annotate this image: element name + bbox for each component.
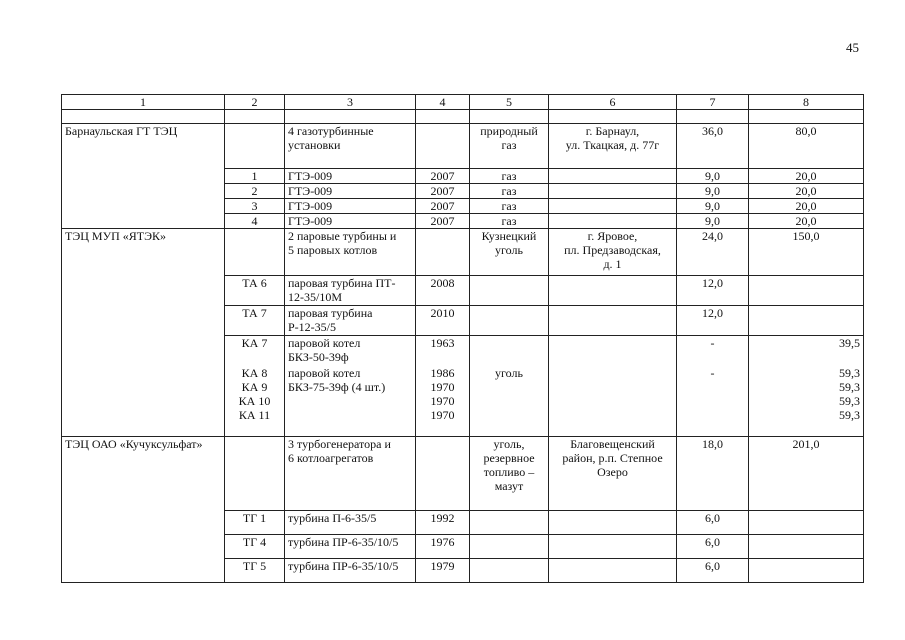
plant-address: г. Яровое, пл. Предзаводская, д. 1 [549,229,677,276]
unit-row: ТГ 5 турбина ПР-6-35/10/5 1979 6,0 [62,559,864,583]
plant-capacity-7: 24,0 [677,229,749,276]
unit-row: ТА 7 паровая турбина Р-12-35/5 2010 12,0 [62,306,864,336]
header-cell: 3 [285,95,416,110]
unit-row: ТГ 1 турбина П-6-35/5 1992 6,0 [62,511,864,535]
plant-fuel: природный газ [470,124,549,169]
plant-summary-row [62,124,864,169]
plant-fuel: уголь, резервное топливо – мазут [470,437,549,511]
unit-row: ТА 6 паровая турбина ПТ- 12-35/10М 2008 12,0 [62,276,864,306]
header-cell: 5 [470,95,549,110]
plant-capacity-7: 36,0 [677,124,749,169]
plant-address: Благовещенский район, р.п. Степное Озеро [549,437,677,511]
plant-name: ТЭЦ МУП «ЯТЭК» [62,229,225,437]
unit-row: 2 ГТЭ-009 2007 газ 9,0 20,0 [62,184,864,199]
plant-name: ТЭЦ ОАО «Кучуксульфат» [62,437,225,583]
plant-summary-row [62,437,864,511]
header-cell: 7 [677,95,749,110]
plant-capacity-8: 150,0 [749,229,864,276]
plant-address: г. Барнаул, ул. Ткацкая, д. 77г [549,124,677,169]
equipment-table [61,94,864,583]
header-row [62,95,864,110]
unit-row: КА 8 КА 9 КА 10 КА 11 паровой котел БКЗ-75-39ф (4 шт.) 1986 1970 1970 1970 уголь - 59,3 59,3 59,3 59,3 [62,366,864,437]
plant-equipment: 4 газотурбинные установки [285,124,416,169]
header-cell: 4 [416,95,470,110]
unit-row: 3 ГТЭ-009 2007 газ 9,0 20,0 [62,199,864,214]
header-cell: 2 [225,95,285,110]
plant-equipment: 2 паровые турбины и 5 паровых котлов [285,229,416,276]
page-number: 45 [846,40,859,55]
plant-name: Барнаульская ГТ ТЭЦ [62,124,225,229]
header-cell: 1 [62,95,225,110]
plant-capacity-8: 80,0 [749,124,864,169]
header-cell: 6 [549,95,677,110]
unit-row: ТГ 4 турбина ПР-6-35/10/5 1976 6,0 [62,535,864,559]
unit-row: 1 ГТЭ-009 2007 газ 9,0 20,0 [62,169,864,184]
plant-summary-row [62,229,864,276]
unit-row: 4 ГТЭ-009 2007 газ 9,0 20,0 [62,214,864,229]
plant-equipment: 3 турбогенератора и 6 котлоагрегатов [285,437,416,511]
plant-fuel: Кузнецкий уголь [470,229,549,276]
plant-capacity-7: 18,0 [677,437,749,511]
plant-capacity-8: 201,0 [749,437,864,511]
spacer-row [62,110,864,124]
unit-row: КА 7 паровой котел БКЗ-50-39ф 1963 - 39,5 [62,336,864,366]
header-cell: 8 [749,95,864,110]
